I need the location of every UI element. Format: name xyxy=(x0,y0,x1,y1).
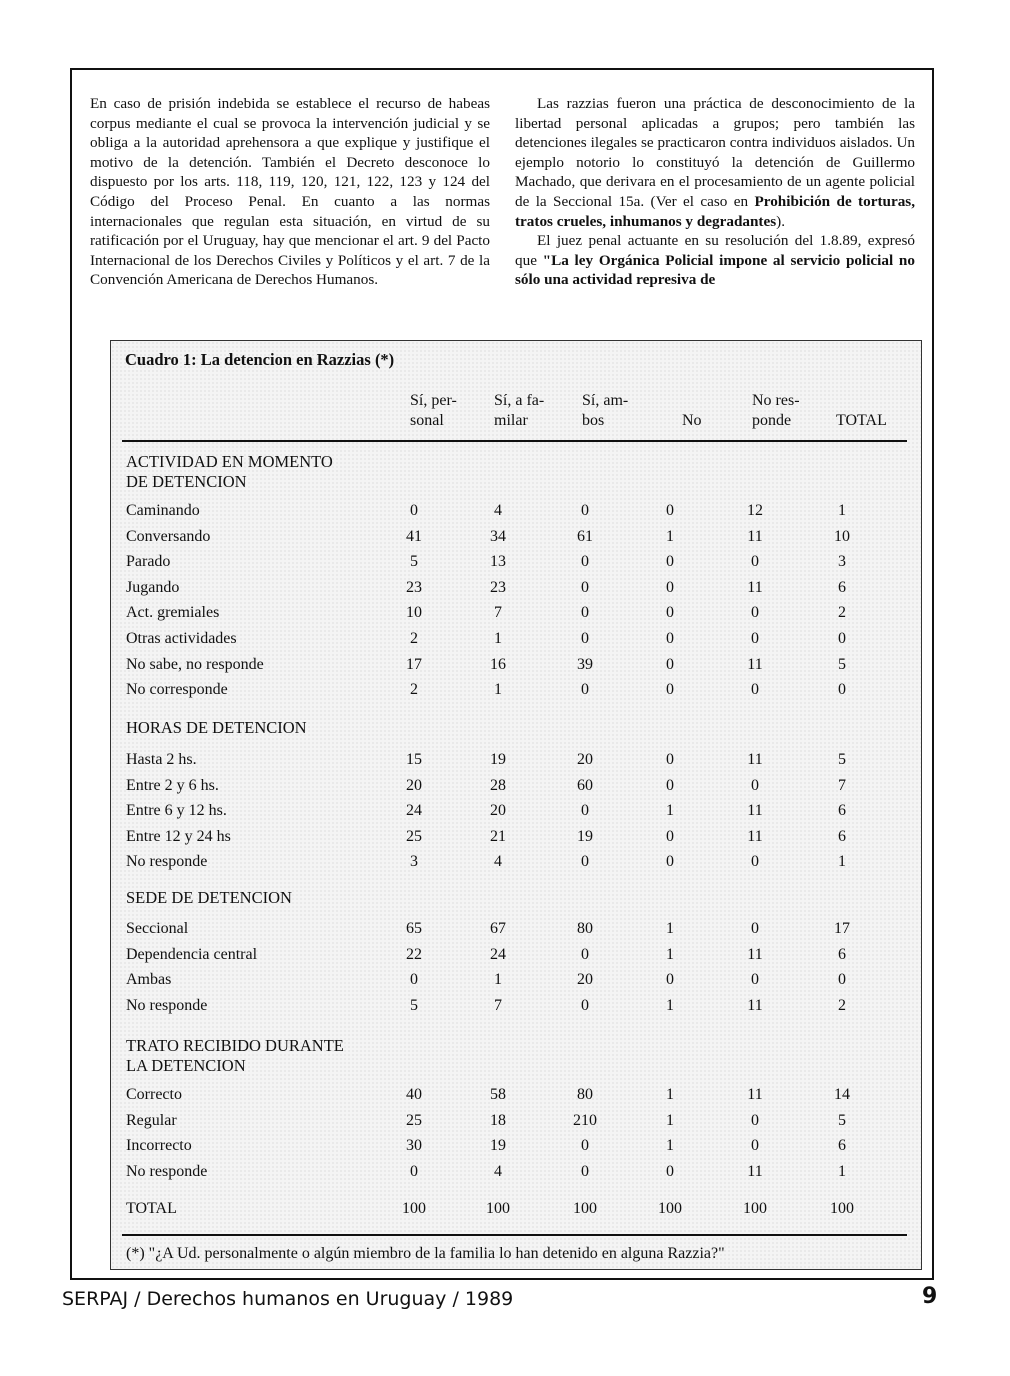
cell-value: 11 xyxy=(747,945,763,963)
cell-value: 0 xyxy=(410,1162,418,1180)
cell-value: 0 xyxy=(838,630,846,647)
cell-value: 0 xyxy=(751,553,759,571)
total-label: TOTAL xyxy=(126,1200,177,1217)
cell-value: 0 xyxy=(581,681,589,699)
cell-value: 0 xyxy=(751,1137,759,1155)
table-row xyxy=(126,656,906,680)
cell-value: 4 xyxy=(494,1162,502,1180)
cell-value: 4 xyxy=(494,853,502,871)
right-p1-bold: Prohibición de torturas, tratos crueles, inhumanos y degradantes xyxy=(515,192,915,230)
table-row xyxy=(126,751,906,775)
cell-value: 20 xyxy=(577,971,593,989)
cell-value: 67 xyxy=(490,920,506,937)
table-row xyxy=(126,1112,906,1136)
row-label: No responde xyxy=(126,1162,208,1180)
right-p1-text: Las razzias fueron una práctica de desconocimiento de la libertad personal aplicadas a grupos; pero también las detenciones ilegales se practicaron contra individuos aislados. Un ejemplo notorio lo constituyó la detención de Guillermo Machado, que derivara en el procesamiento de un agente policial de la Seccional 15a. (Ver el caso en xyxy=(515,95,915,210)
table-row xyxy=(126,502,906,526)
row-label: Entre 2 y 6 hs. xyxy=(126,776,219,794)
column-header: No xyxy=(682,412,702,429)
cell-value: 0 xyxy=(581,553,589,571)
cell-value: 210 xyxy=(573,1111,597,1129)
cell-value: 1 xyxy=(494,630,502,647)
table-row xyxy=(126,997,906,1021)
cell-value: 23 xyxy=(406,578,422,596)
cell-value: 65 xyxy=(406,920,422,937)
cell-value: 6 xyxy=(838,827,846,845)
cell-value: 0 xyxy=(410,971,418,989)
cell-value: 0 xyxy=(666,971,674,989)
cell-value: 1 xyxy=(494,681,502,699)
table-row xyxy=(126,579,906,603)
cell-value: 17 xyxy=(834,920,850,937)
row-label: Seccional xyxy=(126,920,189,937)
cell-value: 80 xyxy=(577,1086,593,1103)
cell-value: 1 xyxy=(666,1086,674,1103)
cell-value: 0 xyxy=(581,996,589,1014)
cell-value: 2 xyxy=(410,681,418,699)
cell-value: 11 xyxy=(747,802,763,820)
cell-value: 10 xyxy=(406,604,422,622)
row-label: Entre 12 y 24 hs xyxy=(126,827,231,845)
cell-value: 11 xyxy=(747,527,763,545)
column-header: Sí, a fa- milar xyxy=(494,392,545,429)
cell-value: 0 xyxy=(666,630,674,647)
cell-value: 0 xyxy=(581,578,589,596)
cell-value: 11 xyxy=(747,655,763,673)
cell-value: 0 xyxy=(838,971,846,989)
cell-value: 0 xyxy=(751,1111,759,1129)
cell-value: 5 xyxy=(838,655,846,673)
cell-value: 0 xyxy=(751,971,759,989)
cell-value: 0 xyxy=(666,655,674,673)
cell-value: 3 xyxy=(838,553,846,571)
table-row xyxy=(126,630,906,654)
cell-value: 1 xyxy=(838,1162,846,1180)
table-row xyxy=(126,528,906,552)
table-footnote: (*) "¿A Ud. personalmente o algún miembro de la familia lo han detenido en alguna Razzia?" xyxy=(126,1245,725,1262)
row-label: Correcto xyxy=(126,1086,182,1103)
cell-value: 0 xyxy=(581,802,589,820)
cell-value: 0 xyxy=(581,853,589,871)
row-label: Hasta 2 hs. xyxy=(126,751,197,768)
cell-value: 7 xyxy=(494,996,502,1014)
cell-value: 16 xyxy=(490,655,506,673)
cell-value: 20 xyxy=(406,776,422,794)
row-label: No sabe, no responde xyxy=(126,655,264,673)
cell-value: 0 xyxy=(666,1162,674,1180)
cell-value: 5 xyxy=(410,996,418,1014)
left-paragraph: En caso de prisión indebida se establece el recurso de habeas corpus mediante el cual se provoca la intervención judicial y se obliga a la autoridad aprehensora a que explique y justifique el motivo de la detención. También el Decreto desconoce lo dispuesto por los arts. 118, 119, 120, 121, 122, 123 y 124 del Código del Proceso Penal. En cuanto a las normas internacionales que regulan esta situación, en virtud de su ratificación por el Uruguay, hay que mencionar el art. 9 del Pacto Internacional de los Derechos Civiles y Políticos y el art. 7 de la Convención Americana de Derechos Humanos. xyxy=(90,95,490,289)
section-heading: HORAS DE DETENCION xyxy=(126,718,307,737)
right-p2-bold: "La ley Orgánica Policial impone al servicio policial no sólo una actividad represiva de xyxy=(515,251,915,289)
row-label: No responde xyxy=(126,853,208,871)
total-value: 100 xyxy=(658,1200,682,1217)
total-value: 100 xyxy=(402,1200,426,1217)
page-number: 9 xyxy=(922,1284,938,1309)
right-p1-end: ). xyxy=(776,212,785,230)
left-column-text xyxy=(90,94,490,290)
table-title: Cuadro 1: La detencion en Razzias (*) xyxy=(125,350,395,369)
cell-value: 1 xyxy=(666,527,674,545)
right-paragraph-1 xyxy=(515,94,915,231)
cell-value: 1 xyxy=(666,945,674,963)
right-p2-text: El juez penal actuante en su resolución del 1.8.89, expresó que xyxy=(515,232,915,269)
cell-value: 13 xyxy=(490,553,506,571)
cell-value: 1 xyxy=(666,1111,674,1129)
cell-value: 24 xyxy=(406,802,422,820)
cell-value: 19 xyxy=(577,827,593,845)
cell-value: 21 xyxy=(490,827,506,845)
table-row xyxy=(126,828,906,852)
cell-value: 0 xyxy=(751,920,759,937)
right-column-text xyxy=(515,94,915,290)
cell-value: 5 xyxy=(838,1111,846,1129)
cell-value: 80 xyxy=(577,920,593,937)
cell-value: 1 xyxy=(666,1137,674,1155)
total-row xyxy=(126,1200,906,1224)
header-rule xyxy=(122,440,907,442)
cell-value: 11 xyxy=(747,996,763,1014)
cell-value: 0 xyxy=(666,751,674,768)
cell-value: 12 xyxy=(747,502,763,519)
row-label: Act. gremiales xyxy=(126,604,220,622)
cell-value: 3 xyxy=(410,853,418,871)
cell-value: 6 xyxy=(838,1137,846,1155)
section-heading: TRATO RECIBIDO DURANTE LA DETENCION xyxy=(126,1036,344,1075)
cell-value: 7 xyxy=(838,776,846,794)
row-label: Ambas xyxy=(126,971,172,989)
cell-value: 11 xyxy=(747,1086,763,1103)
cell-value: 0 xyxy=(838,681,846,699)
cell-value: 20 xyxy=(490,802,506,820)
right-paragraph-2 xyxy=(515,231,915,290)
cell-value: 10 xyxy=(834,527,850,545)
cell-value: 24 xyxy=(490,945,506,963)
cell-value: 0 xyxy=(410,502,418,519)
cell-value: 2 xyxy=(410,630,418,647)
cell-value: 6 xyxy=(838,945,846,963)
cell-value: 0 xyxy=(666,776,674,794)
table-row xyxy=(126,920,906,944)
table-row xyxy=(126,802,906,826)
cell-value: 0 xyxy=(751,604,759,622)
cell-value: 20 xyxy=(577,751,593,768)
cell-value: 19 xyxy=(490,1137,506,1155)
cell-value: 11 xyxy=(747,578,763,596)
cell-value: 18 xyxy=(490,1111,506,1129)
row-label: No corresponde xyxy=(126,681,228,699)
cell-value: 1 xyxy=(838,853,846,871)
cell-value: 7 xyxy=(494,604,502,622)
cell-value: 0 xyxy=(666,681,674,699)
column-header: Sí, per- sonal xyxy=(410,392,457,429)
cell-value: 25 xyxy=(406,1111,422,1129)
cell-value: 61 xyxy=(577,527,593,545)
cell-value: 0 xyxy=(581,1137,589,1155)
cell-value: 0 xyxy=(581,604,589,622)
cell-value: 0 xyxy=(751,853,759,871)
cell-value: 6 xyxy=(838,578,846,596)
row-label: No responde xyxy=(126,996,208,1014)
cell-value: 17 xyxy=(406,655,422,673)
cell-value: 30 xyxy=(406,1137,422,1155)
row-label: Conversando xyxy=(126,527,211,545)
table-row xyxy=(126,777,906,801)
cell-value: 0 xyxy=(581,1162,589,1180)
row-label: Regular xyxy=(126,1111,177,1129)
total-value: 100 xyxy=(830,1200,854,1217)
cell-value: 39 xyxy=(577,655,593,673)
cell-value: 1 xyxy=(666,920,674,937)
row-label: Incorrecto xyxy=(126,1137,192,1155)
cell-value: 0 xyxy=(666,827,674,845)
table-row xyxy=(126,971,906,995)
table-row xyxy=(126,681,906,705)
cell-value: 5 xyxy=(838,751,846,768)
total-value: 100 xyxy=(743,1200,767,1217)
cell-value: 0 xyxy=(751,681,759,699)
cell-value: 0 xyxy=(666,578,674,596)
total-value: 100 xyxy=(486,1200,510,1217)
row-label: Dependencia central xyxy=(126,945,258,963)
column-header: No res- ponde xyxy=(752,392,800,429)
cell-value: 0 xyxy=(581,502,589,519)
cell-value: 0 xyxy=(666,853,674,871)
footer-publication: SERPAJ / Derechos humanos en Uruguay / 1989 xyxy=(62,1288,514,1310)
column-header: TOTAL xyxy=(836,412,887,429)
cell-value: 0 xyxy=(666,553,674,571)
cell-value: 15 xyxy=(406,751,422,768)
cell-value: 0 xyxy=(751,776,759,794)
table-row xyxy=(126,553,906,577)
row-label: Entre 6 y 12 hs. xyxy=(126,802,227,820)
table-row xyxy=(126,946,906,970)
table-row xyxy=(126,853,906,877)
cell-value: 1 xyxy=(666,802,674,820)
cell-value: 4 xyxy=(494,502,502,519)
cell-value: 5 xyxy=(410,553,418,571)
cell-value: 0 xyxy=(581,630,589,647)
cell-value: 14 xyxy=(834,1086,850,1103)
cell-value: 58 xyxy=(490,1086,506,1103)
cell-value: 60 xyxy=(577,776,593,794)
cell-value: 11 xyxy=(747,1162,763,1180)
cell-value: 1 xyxy=(494,971,502,989)
total-value: 100 xyxy=(573,1200,597,1217)
cell-value: 2 xyxy=(838,604,846,622)
cell-value: 34 xyxy=(490,527,506,545)
cell-value: 40 xyxy=(406,1086,422,1103)
cell-value: 41 xyxy=(406,527,422,545)
cell-value: 25 xyxy=(406,827,422,845)
cell-value: 0 xyxy=(666,604,674,622)
table-row xyxy=(126,1163,906,1187)
table-row xyxy=(126,604,906,628)
table-row xyxy=(126,1086,906,1110)
cell-value: 6 xyxy=(838,802,846,820)
section-heading: SEDE DE DETENCION xyxy=(126,888,292,907)
row-label: Otras actividades xyxy=(126,630,237,647)
cell-value: 0 xyxy=(666,502,674,519)
cell-value: 28 xyxy=(490,776,506,794)
cell-value: 22 xyxy=(406,945,422,963)
cell-value: 0 xyxy=(581,945,589,963)
table-row xyxy=(126,1137,906,1161)
total-rule xyxy=(122,1234,907,1236)
cell-value: 1 xyxy=(838,502,846,519)
cell-value: 0 xyxy=(751,630,759,647)
row-label: Parado xyxy=(126,553,171,571)
cell-value: 19 xyxy=(490,751,506,768)
cell-value: 1 xyxy=(666,996,674,1014)
cell-value: 11 xyxy=(747,751,763,768)
column-header: Sí, am- bos xyxy=(582,392,629,429)
row-label: Jugando xyxy=(126,578,180,596)
section-heading: ACTIVIDAD EN MOMENTO DE DETENCION xyxy=(126,452,333,491)
cell-value: 2 xyxy=(838,996,846,1014)
cell-value: 23 xyxy=(490,578,506,596)
row-label: Caminando xyxy=(126,502,200,519)
cell-value: 11 xyxy=(747,827,763,845)
